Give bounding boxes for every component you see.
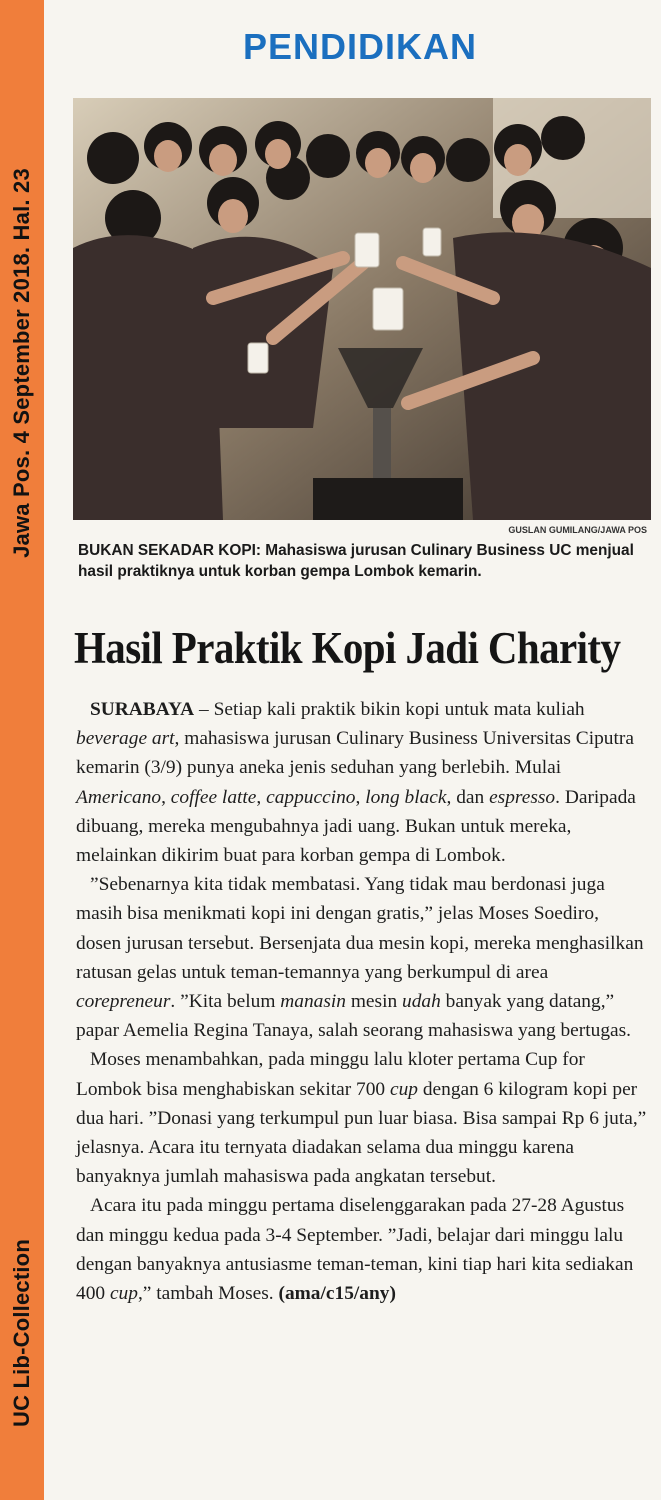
author-signature: (ama/c15/any)	[278, 1283, 396, 1305]
italic-term: Americano	[76, 786, 162, 808]
source-label: Jawa Pos. 4 September 2018. Hal. 23	[9, 168, 34, 558]
text-run: , mahasiswa jurusan Culinary Business Universitas Ciputra kemarin (3/9) punya aneka jenis seduhan yang berlebih. Mulai	[76, 728, 634, 779]
italic-term: cappuccino	[266, 786, 356, 808]
italic-term: long black	[365, 786, 447, 808]
section-rubric: PENDIDIKAN	[242, 26, 477, 67]
caption-lead: BUKAN SEKADAR KOPI:	[78, 542, 261, 559]
collection-label: UC Lib-Collection	[9, 1239, 34, 1427]
archive-sidebar	[0, 0, 44, 1500]
text-run: Acara itu pada minggu pertama diselenggarakan pada 27-28 Agustus dan minggu kedua pada 3-4 September. ”Jadi, belajar dari minggu lalu dengan banyaknya antusiasme teman-teman, kini tiap hari kita sediakan 400	[76, 1195, 634, 1305]
text-run: , dan	[446, 786, 490, 808]
paragraph-4	[76, 1191, 648, 1308]
text-run: ,	[161, 786, 171, 808]
italic-term: corepreneur	[76, 991, 171, 1013]
article-headline: Hasil Praktik Kopi Jadi Charity	[74, 621, 621, 673]
text-run: ,” tambah Moses.	[137, 1283, 279, 1305]
article-body	[76, 695, 648, 1308]
italic-term: manasin	[280, 991, 346, 1013]
paragraph-1	[76, 695, 648, 870]
text-run: . Daripada dibuang, mereka mengubahnya jadi uang. Bukan untuk mereka, melainkan dikirim buat para korban gempa di Lombok.	[76, 786, 636, 867]
paragraph-3	[76, 1045, 648, 1191]
italic-term: udah	[402, 991, 441, 1013]
text-run: – Setiap kali praktik bikin kopi untuk mata kuliah	[194, 699, 585, 720]
italic-term: coffee latte	[170, 786, 257, 808]
text-run: ,	[256, 786, 267, 808]
italic-term: beverage art	[76, 728, 175, 750]
text-run: banyak yang datang,” papar Aemelia Regina Tanaya, salah seorang mahasiswa yang bertugas.	[76, 991, 632, 1042]
text-run: ,	[355, 786, 366, 808]
text-run: Moses menambahkan, pada minggu lalu kloter pertama Cup for Lombok bisa menghabiskan sekitar 700	[76, 1049, 585, 1100]
text-run: . ”Kita belum	[170, 991, 281, 1013]
dateline: SURABAYA	[90, 699, 195, 720]
italic-term: cup	[389, 1078, 418, 1100]
italic-term: espresso	[489, 786, 556, 808]
photo-caption	[78, 540, 650, 582]
paragraph-2	[76, 870, 648, 1045]
italic-term: cup	[109, 1283, 138, 1305]
news-photo	[73, 98, 651, 520]
caption-text: Mahasiswa jurusan Culinary Business UC menjual hasil praktiknya untuk korban gempa Lombok kemarin.	[78, 542, 634, 580]
text-run: dengan 6 kilogram kopi per dua hari. ”Donasi yang terkumpul pun luar biasa. Bisa sampai Rp 6 juta,” jelasnya. Acara itu ternyata diadakan selama dua minggu karena banyaknya jumlah mahasiswa pada angkatan tersebut.	[76, 1078, 647, 1188]
photo-credit: GUSLAN GUMILANG/JAWA POS	[508, 525, 647, 535]
text-run: ”Sebenarnya kita tidak membatasi. Yang tidak mau berdonasi juga masih bisa menikmati kopi ini dengan gratis,” jelas Moses Soediro, dosen jurusan tersebut. Bersenjata dua mesin kopi, mereka menghasilkan ratusan gelas untuk teman-temannya yang berkumpul di area	[76, 874, 644, 983]
text-run: mesin	[345, 991, 402, 1013]
